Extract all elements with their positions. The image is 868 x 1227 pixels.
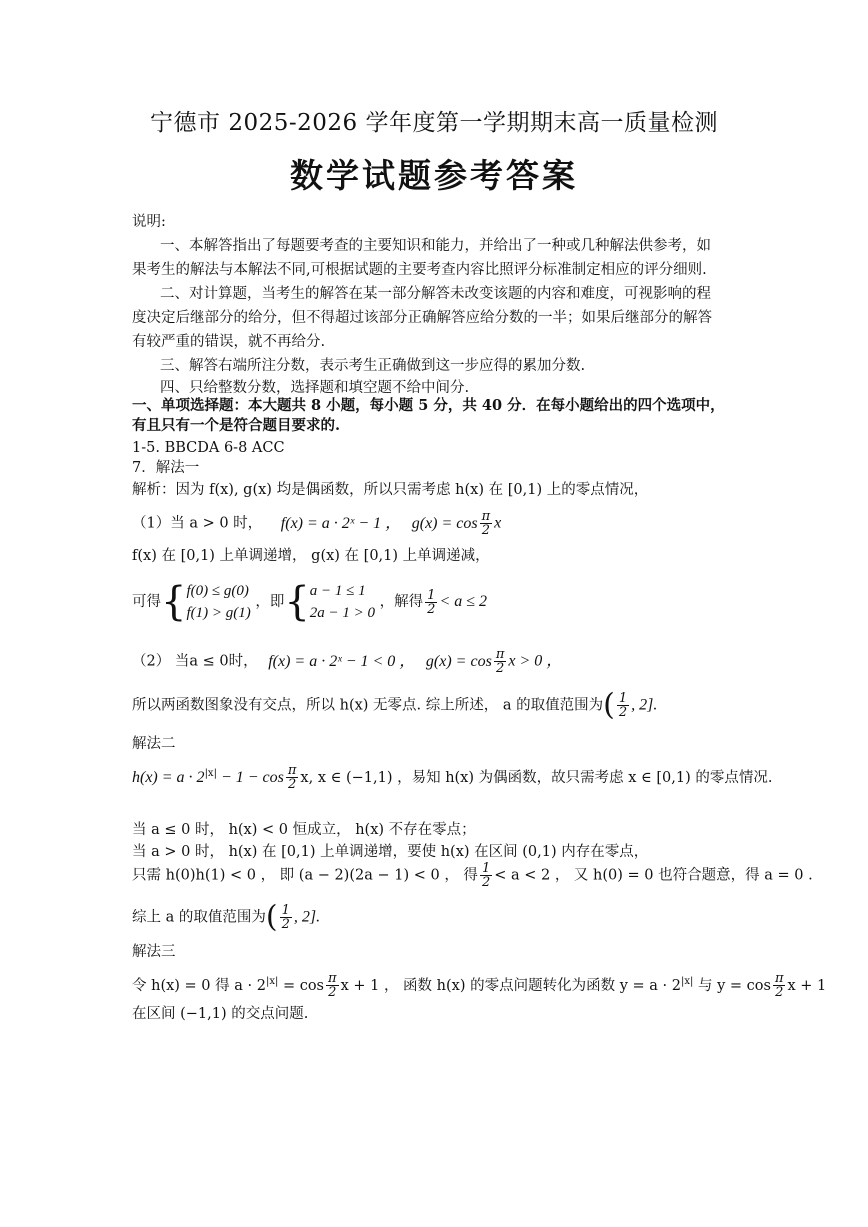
note-4: 四、只给整数分数，选择题和填空题不给中间分.: [160, 380, 470, 396]
m1-case2: （2） 当a ≤ 0时， f(x) = a · 2ˣ − 1 < 0 ， g(x) = cos $\frac{\pi}{2}$ x > 0 ，: [132, 647, 563, 676]
m1-analysis: 解析：因为 f(x), g(x) 均是偶函数，所以只需考虑 h(x) 在 [0,1) 上的零点情况，: [132, 482, 649, 498]
m2-line2: 当 a ≤ 0 时， h(x) < 0 恒成立， h(x) 不存在零点；: [132, 822, 476, 838]
answer-key: 1-5. BBCDA 6-8 ACC: [132, 440, 285, 456]
left-brace-icon: {: [161, 579, 187, 625]
fraction-1-over-2: $\frac{1}{2}$: [618, 691, 628, 720]
q7-method-1-title: 7．解法一: [132, 460, 200, 476]
method-2-title: 解法二: [132, 736, 176, 752]
note-label: 说明:: [132, 214, 166, 230]
exam-title: 宁德市 2025-2026 学年度第一学期期末高一质量检测: [150, 110, 718, 136]
fraction-pi-over-2: $\frac{\pi}{2}$: [328, 971, 337, 1001]
left-brace-icon: {: [284, 579, 310, 625]
fraction-pi-over-2: $\frac{\pi}{2}$: [495, 647, 505, 676]
m3-line2: 在区间 (−1,1) 的交点问题.: [132, 1006, 309, 1022]
m2-line1: $h(x) = a \cdot 2^{|x|} - 1 - \cos$ $\frac{\pi}{2}$ x, x ∈ (−1,1) ，易知 h(x) 为偶函数，故只需考虑 x ∈ [0,1) 的零点情况.: [132, 763, 773, 793]
note-3: 三、解答右端所注分数，表示考生正确做到这一步应得的累加分数.: [160, 358, 586, 374]
fraction-1-over-2: $\frac{1}{2}$: [427, 587, 436, 617]
fraction-1-over-2: $\frac{1}{2}$: [281, 903, 290, 932]
fraction-pi-over-2: $\frac{\pi}{2}$: [481, 509, 491, 538]
m2-conclusion: 综上 a 的取值范围为( $\frac{1}{2}$ , 2].: [132, 899, 321, 935]
m1-case1: （1）当 a > 0 时， f(x) = a · 2ˣ − 1 ， g(x) = cos $\frac{\pi}{2}$ x: [132, 509, 502, 538]
note-1-cont: 果考生的解法与本解法不同,可根据试题的主要考查内容比照评分标准制定相应的评分细则.: [132, 262, 707, 278]
note-2-cont: 度决定后继部分的给分，但不得超过该部分正确解答应给分数的一半；如果后继部分的解答: [132, 310, 712, 326]
m2-line3: 当 a > 0 时， h(x) 在 [0,1) 上单调递增，要使 h(x) 在区间 (0,1) 内存在零点，: [132, 844, 649, 860]
m3-line1: 令 h(x) = 0 得 $a \cdot 2^{|x|} = \cos$ $\frac{\pi}{2}$ x + 1 ， 函数 h(x) 的零点问题转化为函数 $y = a \cdot 2^{|x|}$ 与 y = cos $\frac{\pi}{2}$ x + 1: [132, 971, 827, 1001]
m2-line4: 只需 h(0)h(1) < 0 ， 即 (a − 2)(2a − 1) < 0 ， 得 $\frac{1}{2}$ < a < 2 ， 又 h(0) = 0 也符合题意，得 a = 0 .: [132, 861, 813, 890]
fraction-1-over-2: $\frac{1}{2}$: [481, 861, 491, 890]
fraction-pi-over-2: $\frac{\pi}{2}$: [287, 763, 297, 793]
note-1: 一、本解答指出了每题要考查的主要知识和能力，并给出了一种或几种解法供参考，如: [160, 238, 711, 254]
section-heading: 一、单项选择题：本大题共 8 小题，每小题 5 分，共 40 分．在每小题给出的四个选项中，: [132, 397, 725, 414]
note-2-end: 有较严重的错误，就不再给分.: [132, 334, 326, 350]
method-3-title: 解法三: [132, 944, 176, 960]
m1-conclusion: 所以两函数图象没有交点，所以 h(x) 无零点. 综上所述， a 的取值范围为( $\frac{1}{2}$ , 2].: [132, 687, 658, 723]
m1-monotonicity: f(x) 在 [0,1) 上单调递增， g(x) 在 [0,1) 上单调递减，: [132, 548, 490, 564]
fraction-pi-over-2: $\frac{\pi}{2}$: [774, 971, 784, 1001]
note-2: 二、对计算题，当考生的解答在某一部分解答未改变该题的内容和难度，可视影响的程: [160, 286, 711, 302]
m1-system: 可得{ f(0) ≤ g(0) f(1) > g(1) ，即{ a − 1 ≤ 1 2a − 1 > 0 ，解得 $\frac{1}{2}$ < a ≤ 2: [132, 579, 488, 625]
document-title: 数学试题参考答案: [290, 156, 578, 195]
section-heading-cont: 有且只有一个是符合题目要求的.: [132, 417, 341, 434]
